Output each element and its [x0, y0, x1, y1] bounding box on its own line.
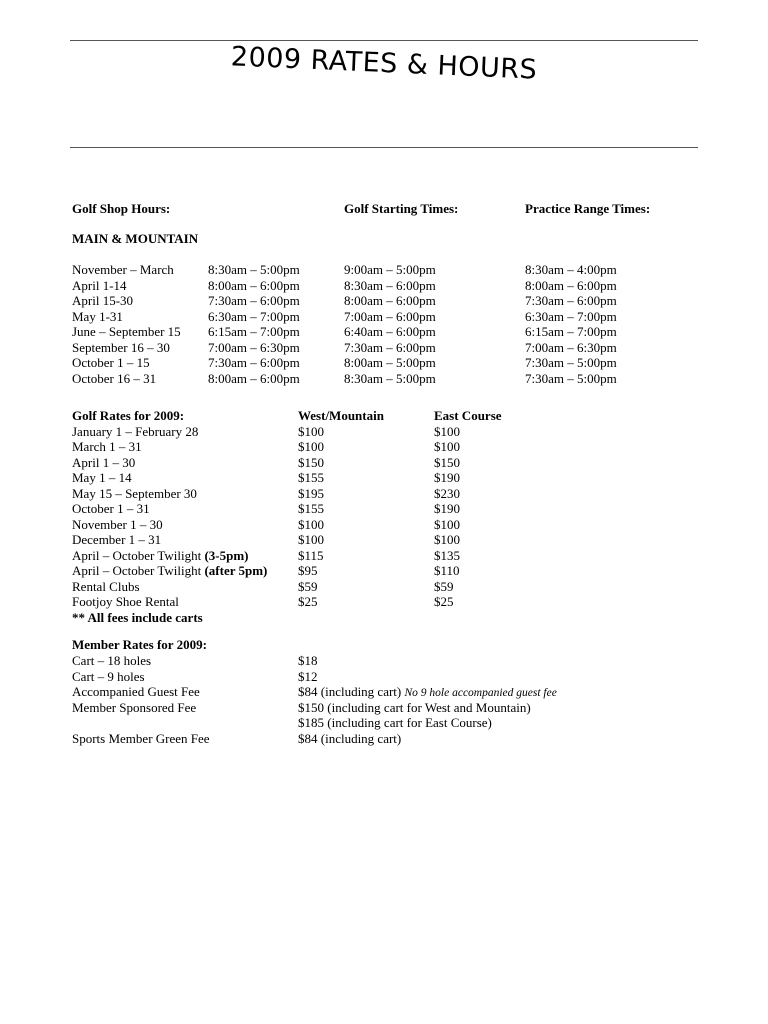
rate-label: Footjoy Shoe Rental: [72, 594, 179, 609]
rate-row: [0, 532, 768, 548]
member-rate-note: No 9 hole accompanied guest fee: [404, 687, 557, 699]
west-mountain-rate: $95: [298, 563, 318, 578]
member-rate-label: Member Sponsored Fee: [72, 699, 197, 715]
hours-period: April 1-14: [72, 277, 127, 293]
starting-times-value: 8:30am – 6:00pm: [344, 277, 436, 293]
west-mountain-rate: $100: [298, 423, 324, 439]
shop-hours-value: 8:00am – 6:00pm: [208, 370, 300, 386]
rate-row: [0, 501, 768, 517]
member-rate-row: [0, 684, 768, 700]
range-times-value: 7:30am – 6:00pm: [525, 293, 617, 308]
rate-label: April – October Twilight (3-5pm): [72, 547, 249, 563]
member-rate-value: $150 (including cart for West and Mountain): [298, 699, 531, 715]
west-mountain-rate: $155: [298, 470, 324, 485]
member-rate-label: Sports Member Green Fee: [72, 730, 210, 746]
east-course-rate: $100: [434, 439, 460, 454]
member-rate-row: [0, 731, 768, 747]
page-title: 2009 RATES & HOURS: [230, 41, 538, 86]
hours-period: October 1 – 15: [72, 355, 150, 370]
range-times-value: 7:30am – 5:00pm: [525, 355, 617, 370]
rate-label: Rental Clubs: [72, 578, 140, 594]
west-mountain-rate: $100: [298, 516, 324, 532]
member-rate-value: $84 (including cart): [298, 730, 402, 746]
east-course-rate: $150: [434, 454, 460, 470]
shop-hours-value: 8:30am – 5:00pm: [208, 262, 300, 277]
practice-range-times-header: Practice Range Times:: [525, 201, 651, 216]
rate-label: April 1 – 30: [72, 454, 136, 470]
west-mountain-rate: $25: [298, 594, 318, 609]
rate-row: [0, 548, 768, 564]
rate-label: May 1 – 14: [72, 470, 132, 485]
west-mountain-rate: $59: [298, 578, 318, 594]
starting-times-value: 7:30am – 6:00pm: [344, 339, 436, 355]
shop-hours-value: 6:15am – 7:00pm: [208, 324, 300, 339]
starting-times-value: 6:40am – 6:00pm: [344, 324, 436, 339]
rate-label: October 1 – 31: [72, 501, 150, 516]
starting-times-value: 8:00am – 6:00pm: [344, 293, 436, 308]
east-course-header: East Course: [434, 408, 502, 423]
starting-times-value: 8:30am – 5:00pm: [344, 370, 436, 386]
rate-label: May 15 – September 30: [72, 485, 197, 501]
east-course-rate: $230: [434, 485, 460, 501]
member-rate-value: $12: [298, 668, 318, 684]
member-rate-value: $185 (including cart for East Course): [298, 715, 492, 730]
main-mountain-label: MAIN & MOUNTAIN: [72, 231, 199, 246]
hours-row: [0, 293, 768, 309]
west-mountain-rate: $155: [298, 501, 324, 516]
rate-row: [0, 486, 768, 502]
east-course-rate: $135: [434, 547, 460, 563]
hours-row: [0, 278, 768, 294]
west-mountain-rate: $150: [298, 454, 324, 470]
starting-times-value: 7:00am – 6:00pm: [344, 308, 436, 324]
rate-label: December 1 – 31: [72, 532, 162, 547]
hours-row: [0, 309, 768, 325]
rate-row: [0, 439, 768, 455]
shop-hours-value: 6:30am – 7:00pm: [208, 308, 300, 324]
rate-label: March 1 – 31: [72, 439, 142, 454]
rate-row: [0, 579, 768, 595]
east-course-rate: $190: [434, 501, 460, 516]
range-times-value: 6:15am – 7:00pm: [525, 324, 617, 339]
member-rate-row: [0, 700, 768, 716]
hours-row: [0, 262, 768, 278]
east-course-rate: $110: [434, 563, 460, 578]
golf-starting-times-header: Golf Starting Times:: [344, 201, 459, 216]
shop-hours-value: 7:00am – 6:30pm: [208, 339, 300, 355]
member-rate-label: Cart – 9 holes: [72, 668, 145, 684]
rate-row: [0, 517, 768, 533]
bottom-divider: [70, 147, 698, 148]
hours-period: November – March: [72, 262, 174, 277]
rate-row: [0, 424, 768, 440]
rate-label: April – October Twilight (after 5pm): [72, 563, 268, 578]
member-rate-label: Accompanied Guest Fee: [72, 684, 200, 699]
starting-times-value: 8:00am – 5:00pm: [344, 355, 436, 370]
east-course-rate: $190: [434, 470, 460, 485]
west-mountain-rate: $195: [298, 485, 324, 501]
west-mountain-rate: $100: [298, 439, 324, 454]
east-course-rate: $59: [434, 578, 454, 594]
hours-period: April 15-30: [72, 293, 134, 308]
range-times-value: 8:00am – 6:00pm: [525, 277, 617, 293]
rate-row: [0, 594, 768, 610]
east-course-rate: $100: [434, 532, 460, 547]
hours-period: May 1-31: [72, 308, 123, 324]
hours-period: October 16 – 31: [72, 370, 157, 386]
member-rates-header: Member Rates for 2009:: [72, 637, 207, 652]
east-course-rate: $100: [434, 516, 460, 532]
west-mountain-rate: $100: [298, 532, 324, 547]
hours-period: June – September 15: [72, 324, 181, 339]
east-course-rate: $100: [434, 423, 460, 439]
rate-label-time: (3-5pm): [204, 547, 249, 563]
hours-row: [0, 355, 768, 371]
member-rate-row: [0, 669, 768, 685]
member-rate-value: $18: [298, 653, 318, 668]
golf-shop-hours-header: Golf Shop Hours:: [72, 201, 171, 216]
shop-hours-value: 8:00am – 6:00pm: [208, 277, 300, 293]
west-mountain-rate: $115: [298, 547, 324, 563]
member-rate-row: [0, 653, 768, 669]
rate-row: [0, 470, 768, 486]
member-rate-label: Cart – 18 holes: [72, 653, 152, 668]
rate-label: November 1 – 30: [72, 516, 163, 532]
range-times-value: 6:30am – 7:00pm: [525, 308, 617, 324]
hours-row: [0, 340, 768, 356]
rate-row: [0, 455, 768, 471]
range-times-value: 7:00am – 6:30pm: [525, 339, 617, 355]
hours-row: [0, 371, 768, 387]
golf-rates-header: Golf Rates for 2009:: [72, 408, 185, 423]
member-rate-row: [0, 715, 768, 731]
rate-row: [0, 563, 768, 579]
east-course-rate: $25: [434, 594, 454, 609]
rate-label: January 1 – February 28: [72, 423, 199, 439]
shop-hours-value: 7:30am – 6:00pm: [208, 293, 300, 308]
range-times-value: 7:30am – 5:00pm: [525, 370, 617, 386]
starting-times-value: 9:00am – 5:00pm: [344, 262, 436, 277]
hours-period: September 16 – 30: [72, 339, 170, 355]
rates-footnote: ** All fees include carts: [72, 609, 203, 625]
range-times-value: 8:30am – 4:00pm: [525, 262, 617, 277]
member-rate-value: $84 (including cart) No 9 hole accompanied guest fee: [298, 684, 557, 699]
rate-label-time: (after 5pm): [204, 563, 268, 578]
west-mountain-header: West/Mountain: [298, 408, 384, 423]
shop-hours-value: 7:30am – 6:00pm: [208, 355, 300, 370]
hours-row: [0, 324, 768, 340]
